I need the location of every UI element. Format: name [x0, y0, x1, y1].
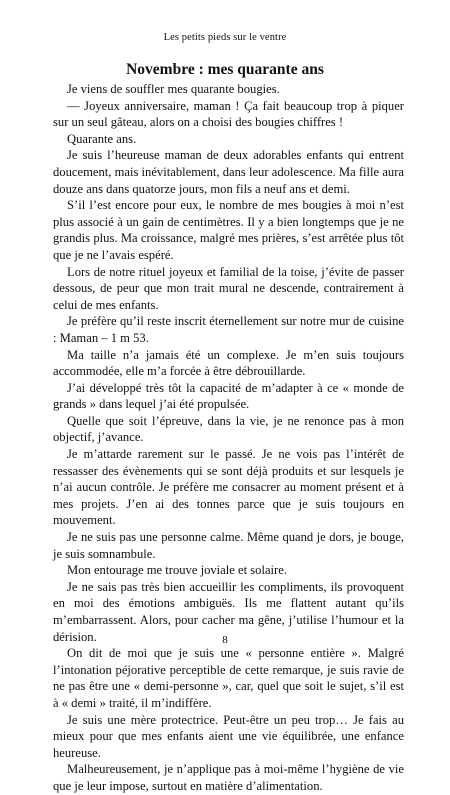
- paragraph: Ma taille n’a jamais été un complexe. Je m’en suis toujours accommodée, elle m’a forcée à être débrouillarde.: [53, 347, 404, 379]
- paragraph: — Joyeux anniversaire, maman ! Ça fait beaucoup trop à piquer sur un seul gâteau, alors on a choisi des bougies chiffres !: [53, 98, 404, 130]
- paragraph: Je suis une mère protectrice. Peut-être un peu trop… Je fais au mieux pour que mes enfants aient une vie équilibrée, une enfance heureuse.: [53, 712, 404, 760]
- paragraph: Je ne sais pas très bien accueillir les compliments, ils provoquent en moi des émotions ambiguës. Ils me flattent autant qu’ils m’embarrassent. Alors, pour cacher ma gêne, j’utilise l’humour et la dérision.: [53, 579, 404, 644]
- body-text: [53, 81, 404, 795]
- paragraph: On dit de moi que je suis une « personne entière ». Malgré l’intonation péjorative perceptible de cette remarque, je suis ravie de ne pas être une « demi-personne », car, quel que soit le sujet, s’il est à « demi » traité, il m’indiffère.: [53, 646, 404, 710]
- page-number: 8: [222, 634, 228, 646]
- paragraph: Je suis l’heureuse maman de deux adorables enfants qui entrent doucement, mais inévitablement, dans leur adolescence. Ma fille aura douze ans dans quatorze jours, mon fils a neuf ans et demi.: [53, 148, 404, 196]
- paragraph: Je préfère qu’il reste inscrit éternellement sur notre mur de cuisine : Maman – 1 m 53.: [53, 314, 404, 345]
- paragraph: Malheureusement, je n’applique pas à moi-même l’hygiène de vie que je leur impose, surtout en matière d’alimentation.: [53, 762, 404, 793]
- paragraph: Je m’attarde rarement sur le passé. Je ne vois pas l’intérêt de ressasser des évènements qui se sont déjà produits et sur lesquels je n’ai aucun contrôle. Je préfère me consacrer au moment présent et à mes projets. J’en ai des tonnes parce que je suis toujours en mouvement.: [53, 447, 404, 528]
- chapter-title: Novembre : mes quarante ans: [126, 61, 324, 78]
- paragraph: Je viens de souffler mes quarante bougies.: [67, 82, 280, 96]
- paragraph: Quelle que soit l’épreuve, dans la vie, je ne renonce pas à mon objectif, j’avance.: [53, 413, 404, 445]
- paragraph: Lors de notre rituel joyeux et familial de la toise, j’évite de passer dessous, de peur que mon trait mural ne descende, contrairement à celui de mes enfants.: [53, 264, 404, 312]
- running-head: Les petits pieds sur le ventre: [163, 32, 287, 43]
- paragraph: Mon entourage me trouve joviale et solaire.: [67, 563, 287, 578]
- paragraph: Je ne suis pas une personne calme. Même quand je dors, je bouge, je suis somnambule.: [53, 530, 404, 561]
- paragraph: J’ai développé très tôt la capacité de m’adapter à ce « monde de grands » dans lequel j’ai été propulsée.: [53, 380, 404, 412]
- paragraph: Quarante ans.: [67, 131, 137, 146]
- paragraph: S’il l’est encore pour eux, le nombre de mes bougies à moi n’est plus associé à un gain de centimètres. Il y a bien longtemps que je ne grandis plus. Ma croissance, malgré mes prières, s’est arrêtée plus tôt que je ne l’avais espéré.: [53, 198, 404, 262]
